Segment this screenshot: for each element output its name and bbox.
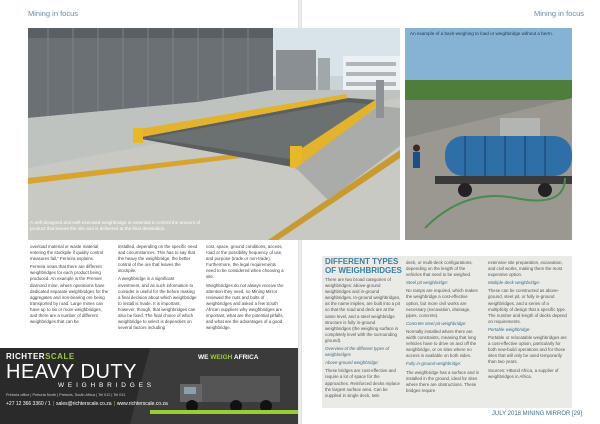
paragraph: Weighbridges do not always receive the attention they need, so Mining Mirror reviewed the nuts and bolts of weighbridges and asked a few South African suppliers why weighbridges are important, what are the potential pitfalls, and what are the advantages of a good weighbridge. [206,282,284,331]
paragraph: Portable or relocatable weighbridges are a cost-effective option, particularly for both new-build operations and for those sites that will only be used temporarily than two years. [488,335,567,365]
subheading: Steel pit weighbridge: [406,280,448,286]
sidebar-title: DIFFERENT TYPES OF WEIGHBRIDGES [325,257,402,275]
paragraph: Sources: HBond Africa, a supplier of weighbridges in Africa. [488,367,559,379]
advert-brand-main: RICHTER [6,352,46,361]
paragraph: These can be constructed as above-ground, steel pit, or fully in-ground weighbridges, and a series of a multiplicity of design that a specific type. The number and length of decks depend on requirements. [488,288,567,324]
subheading: Concrete steel pit weighbridge: [406,320,467,326]
article-column-2 [118,244,198,333]
subheading: Above-ground weighbridge: [325,360,379,366]
advert-tag-we: WE [198,354,209,361]
side-photo-illustration [405,28,572,240]
advert-tagline [198,354,258,361]
advert-tag-weigh: WEIGH [210,354,233,361]
paragraph: Normally installed where there are width constraints, meaning that long vehicles have to drive on and off the weighbridge, or on sites where no access is available on both sides. [406,328,477,359]
advert-address: Pretoria office | Pretoria North | Pretoria, South Africa | Tel 012 | Tel 011 [6,393,126,397]
running-header-right: Mining in focus [533,9,584,18]
sidebar-column-1 [325,277,401,401]
paragraph: A weighbridge is a significant investment, and as such information to consider is useful for the before making a final decision about which weighbridge to install is made. It is important, however, though, that weighbridges can also be fixed. The final choice of which weighbridge to select is dependent on several factors including [118,276,197,331]
main-photo-caption: A well-designed and well-executed weighbridge is essential to control the amount of product that leaves the site and is delivered at the final destination. [30,220,201,231]
weighbridge-photo [28,28,400,240]
subheading: Overview of the different types of weighbridges [325,346,390,358]
advert-headline: HEAVY DUTY [6,361,137,383]
article-column-1 [30,244,110,327]
side-photo-caption: An example of a back-weighing to load or weighbridge without a berm. [410,31,553,36]
advert-tag-africa: AFRICA [233,354,259,361]
weighbridge-illustration [28,28,400,240]
paragraph: Ferreira notes that there are different weighbridges for each product being produced. An example is the Premier diamond mine, where operations have dedicated separate weighbridges for the aggregates and iron-bearing ore being transported by road. Large mines can have up to six or more weighbridges, and there are a number of different weighbridges that can be [30,264,109,325]
paragraph: There are two broad categories of weighbridges: above-ground weighbridges and in-ground weighbridges. In-ground weighbridges, as the name implies, are built into a pit so that the road and deck are at the same level, and a steel weighbridge structure is fully in-ground weighbridges (the weighing surface is completely level with the surrounding ground). [325,277,401,343]
advert-brand-accent: SCALE [45,352,75,361]
paragraph: extensive site preparation, excavation, and civil works, making them the most expensive option. [488,260,563,278]
sidebar-column-2 [406,260,482,396]
paragraph: deck, or multi-deck configurations, depending on the length of the vehicles that need to be weighed. [406,260,473,278]
subheading: Multiple-deck weighbridge: [488,280,540,286]
paragraph: These bridges are cost-effective and require a lot of space for the approaches. Reinforced decks replace the largest surface area. Can be supplied in single deck, twin [325,368,400,398]
sidebar-column-3 [488,260,568,382]
paragraph: The weighbridge has a surface and is installed in the ground, ideal for sites where there are obstructions. These bridges require [406,369,479,393]
advert-brand [6,352,75,361]
richter-scale-advert[interactable] [0,348,298,424]
paragraph: cost, space, ground conditions, access, road or the possibility frequency of use, and purpose (trade or non-trade). Furthermore, the legal requirements need to be considered when choosing a site. [206,244,284,280]
running-header-left: Mining in focus [28,9,79,18]
paragraph: overload material or waste material entering the stockpile if quality control measures fail,” Ferreira explains. [30,244,104,262]
advert-subline: WEIGHBRIDGES [58,382,155,389]
advert-phone[interactable]: +27 12 366 3360 / 1 [6,401,51,407]
paragraph: installed, depending on the specific need and circumstances. This has to say that the heavy the weighbridge, the better control of the ore that leaves the stockpile. [118,244,198,274]
subheading: Fully in-ground weighbridge: [406,361,462,367]
article-column-3 [206,244,286,333]
advert-contact: +27 12 366 3360 / 1 | sales@richterscale.co.za | www.richterscale.co.za [6,401,168,407]
paragraph: No ramps are required, which makes the weighbridge a cost-effective option, but more civil works are necessary (excavation, drainage, pipes, concrete). [406,288,478,318]
subheading: Portable weighbridge: [488,326,531,332]
side-photo [405,28,572,240]
advert-website[interactable]: www.richterscale.co.za [116,401,168,407]
advert-email[interactable]: sales@richterscale.co.za [55,401,112,407]
page-folio: JULY 2018 MINING MIRROR [29] [491,411,582,417]
